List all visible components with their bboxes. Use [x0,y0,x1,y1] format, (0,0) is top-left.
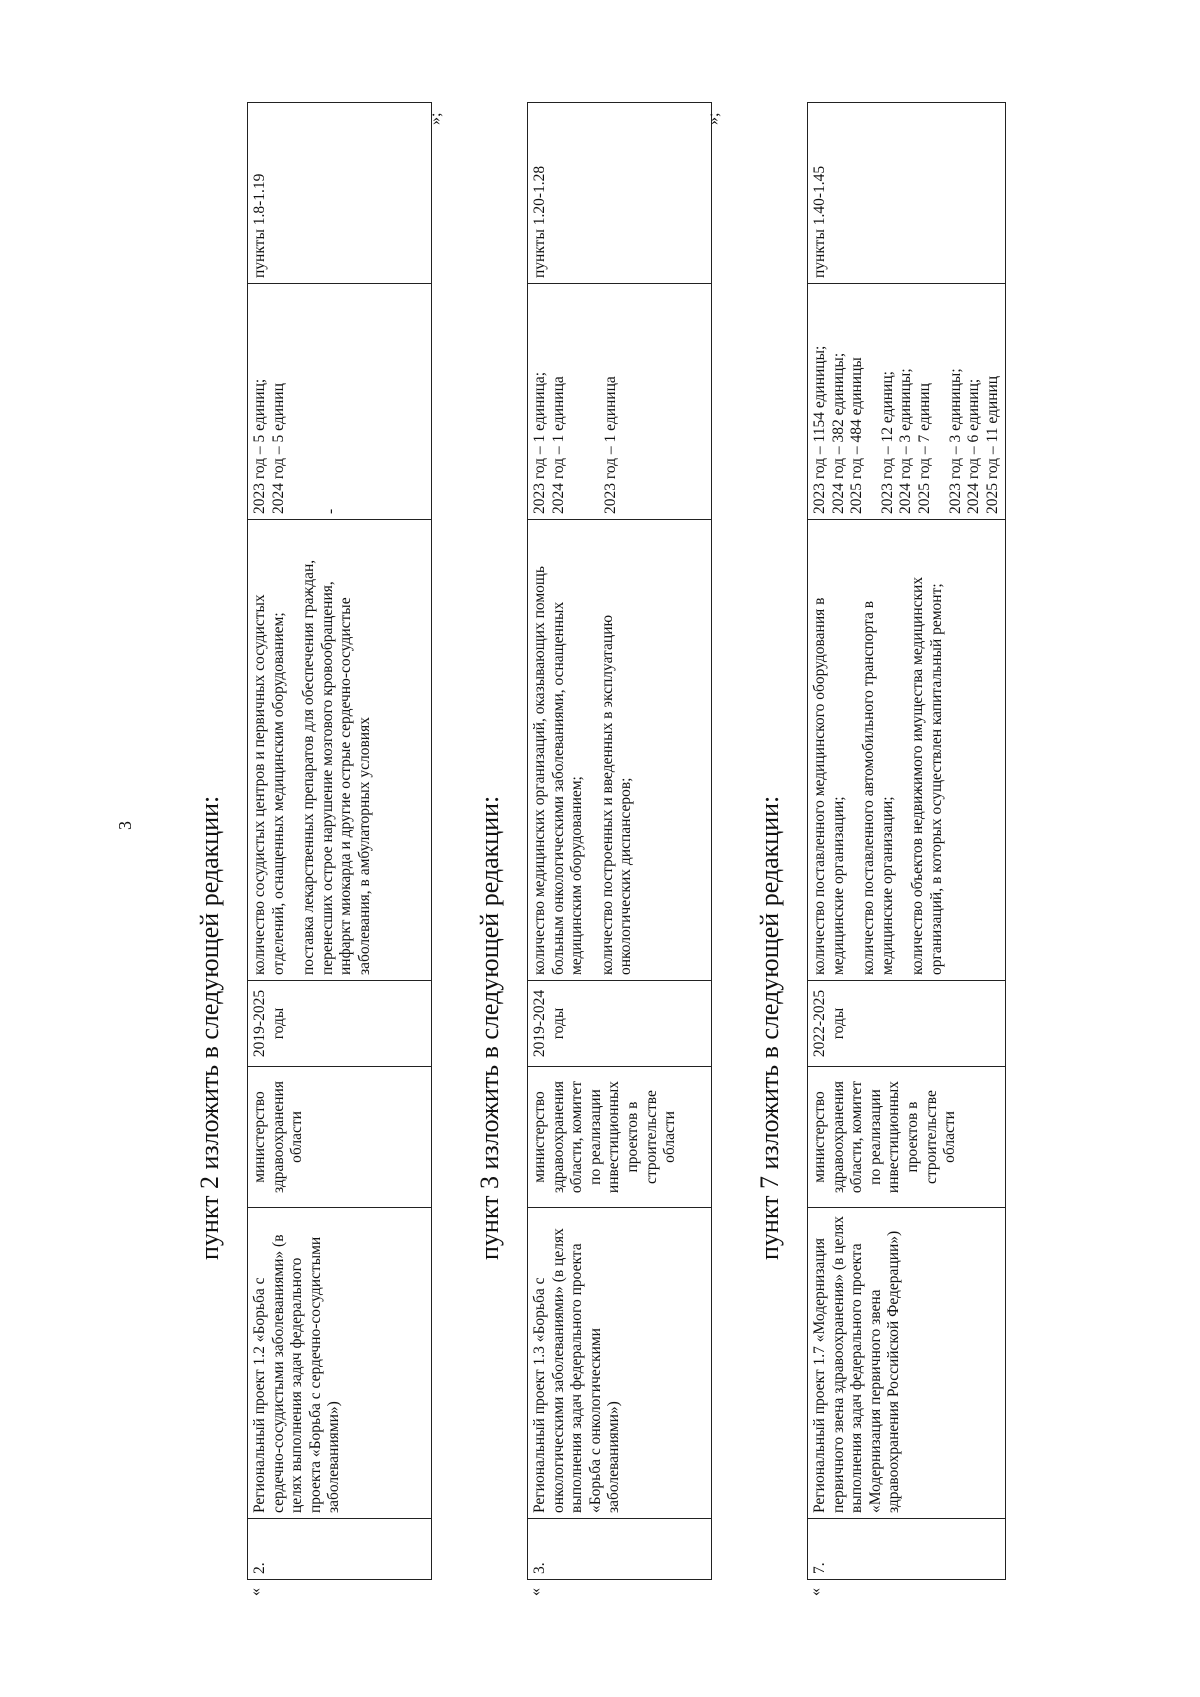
plan-table [247,102,432,1580]
plan-table [807,102,1006,1580]
section-heading: пункт 3 изложить в следующей редакции: [475,795,504,1260]
open-quote: « [807,1588,824,1596]
reference-cell: пункты 1.8-1.19 [248,103,432,284]
value-line: 2023 год – 1 единица; [531,371,548,514]
period: 2022-2025 годы [808,981,1006,1067]
value-line: 2024 год – 5 единиц [269,383,287,514]
value-line: 2023 год – 1 единица [602,376,620,514]
period: 2019-2024 годы [528,981,712,1067]
indicator-text: количество построенных и введенных в эксплуатацию онкологических диспансеров; [598,614,635,975]
close-quote: »; [427,112,444,125]
value-line: 2023 год – 5 единиц; [251,378,268,514]
value-line: 2024 год – 1 единица [549,376,567,514]
indicator-text: количество сосудистых центров и первичных сосудистых отделений, оснащенных медицинским оборудованием; [251,594,287,975]
plan-table [527,102,712,1580]
project-name: Региональный проект 1.3 «Борьба с онкологическими заболеваниями» (в целях выполнения задач федерального проекта «Борьба с онкологическими заболеваниями») [528,1208,712,1519]
open-quote: « [247,1588,264,1596]
reference-cell: пункты 1.20-1.28 [528,103,712,284]
values-cell [248,284,432,520]
indicator-text: количество поставленного медицинского оборудования в медицинские организации; [811,597,847,975]
values-cell [528,284,712,520]
close-quote: »; [705,112,722,125]
value-line: 2024 год – 6 единиц; [965,378,983,514]
indicator-text: количество объектов недвижимого имущества медицинских организаций, в которых осуществлен капитальный ремонт; [909,576,945,975]
value-line: 2024 год – 382 единицы; [829,352,847,514]
indicators-cell [528,520,712,981]
value-line: 2023 год – 3 единицы; [946,368,964,514]
project-name: Региональный проект 1.7 «Модернизация первичного звена здравоохранения» (в целях выполнения задач федерального проекта «Модернизация первичного звена здравоохранения Российской Федерации») [808,1208,1006,1519]
responsible-body: министерство здравоохранения области, комитет по реализации инвестиционных проектов в строительстве области [528,1067,712,1208]
indicator-text: поставка лекарственных препаратов для обеспечения граждан, перенесших острое нарушение мозгового кровообращения, инфаркт миокарда и другие острые сердечно-сосудистые заболевания, в амбулаторных условиях [300,559,373,975]
value-line: 2025 год – 7 единиц [915,383,933,514]
indicator-text: количество поставленного автомобильного транспорта в медицинские организации; [860,600,896,975]
row-number: 2. [248,1519,432,1580]
reference-cell: пункты 1.40-1.45 [808,103,1006,284]
table-row [808,103,1006,1580]
section-heading: пункт 2 изложить в следующей редакции: [195,795,224,1260]
value-line: 2023 год – 12 единиц; [878,371,896,514]
value-line: 2023 год – 1154 единицы; [811,345,828,514]
responsible-body: министерство здравоохранения области, комитет по реализации инвестиционных проектов в строительстве области [808,1067,1006,1208]
project-name: Региональный проект 1.2 «Борьба с сердечно-сосудистыми заболеваниями» (в целях выполнения задач федерального проекта «Борьба с сердечно-сосудистыми заболеваниями») [248,1208,432,1519]
indicators-cell [248,520,432,981]
section-heading: пункт 7 изложить в следующей редакции: [755,795,784,1260]
table-row [528,103,712,1580]
value-line: 2025 год – 11 единиц [983,375,1001,514]
values-cell [808,284,1006,520]
row-number: 3. [528,1519,712,1580]
rotated-content [115,112,1200,1596]
responsible-body: министерство здравоохранения области [248,1067,432,1208]
table-row [248,103,432,1580]
value-line: 2024 год – 3 единицы; [897,368,915,514]
page-number: 3 [115,821,135,830]
period: 2019-2025 годы [248,981,432,1067]
value-line: - [322,508,340,514]
open-quote: « [527,1588,544,1596]
value-line: 2025 год – 484 единицы [848,357,866,514]
row-number: 7. [808,1519,1006,1580]
indicator-text: количество медицинских организаций, оказывающих помощь больным онкологическими заболеваниями, оснащенных медицинским оборудованием; [531,566,586,975]
indicators-cell [808,520,1006,981]
